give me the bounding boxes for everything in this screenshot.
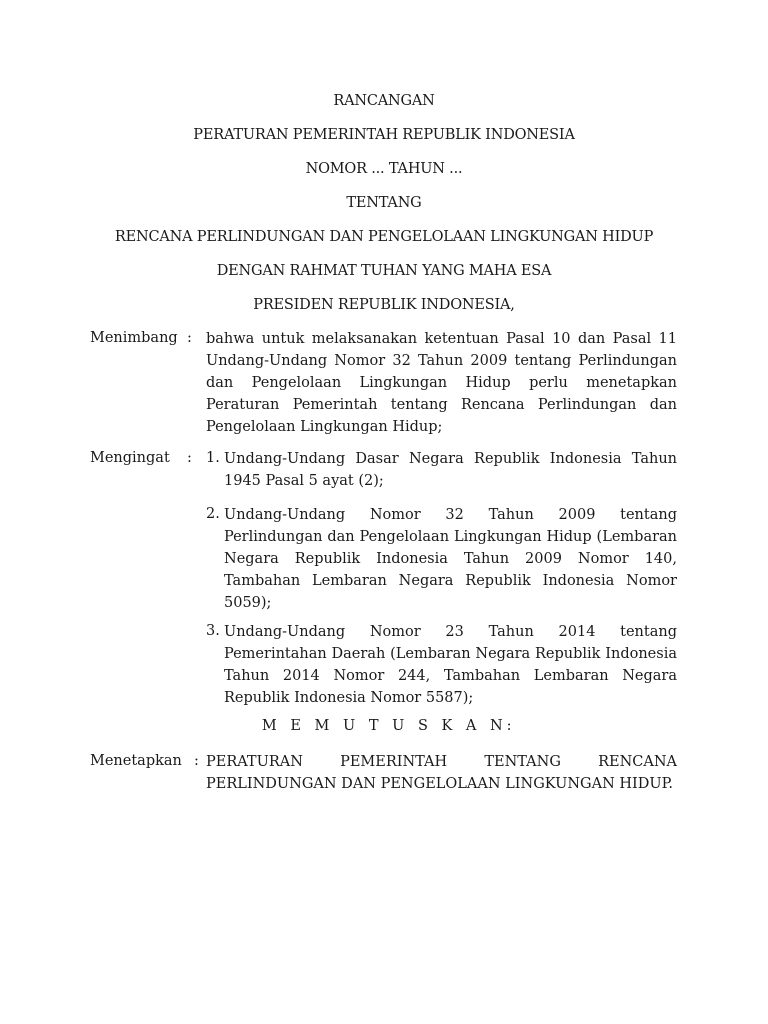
menetapkan-colon: : [194,753,199,769]
mengingat-item-1-num: 1. [206,450,220,466]
mengingat-item-3-num: 3. [206,623,220,639]
header-peraturan: PERATURAN PEMERINTAH REPUBLIK INDONESIA [193,127,575,143]
header-judul: RENCANA PERLINDUNGAN DAN PENGELOLAAN LINGKUNGAN HIDUP [114,229,654,245]
mengingat-item-3-text: Undang-Undang Nomor 23 Tahun 2014 tentang Pemerintahan Daerah (Lembaran Negara Republik Indonesia Tahun 2014 Nomor 244, Tambahan Lembaran Negara Republik Indonesia Nomor 5587); [224,624,677,706]
mengingat-item-2-text: Undang-Undang Nomor 32 Tahun 2009 tentang Perlindungan dan Pengelolaan Lingkungan Hidup (Lembaran Negara Republik Indonesia Tahun 2009 Nomor 140, Tambahan Lembaran Negara Republik Indonesia Nomor 5059); [224,507,677,611]
menetapkan-text: PERATURAN PEMERINTAH TENTANG RENCANA PERLINDUNGAN DAN PENGELOLAAN LINGKUNGAN HIDUP. [206,754,677,792]
header-rancangan: RANCANGAN [333,93,435,109]
mengingat-colon: : [187,450,192,466]
header-nomor: NOMOR ... TAHUN ... [305,161,463,177]
header-tentang: TENTANG [346,195,422,211]
memutuskan-heading: M E M U T U S K A N: [261,718,517,734]
menimbang-label: Menimbang [90,330,178,346]
header-presiden: PRESIDEN REPUBLIK INDONESIA, [253,297,515,313]
menetapkan-label: Menetapkan [90,753,182,769]
header-rahmat: DENGAN RAHMAT TUHAN YANG MAHA ESA [216,263,552,279]
menimbang-text: bahwa untuk melaksanakan ketentuan Pasal 10 dan Pasal 11 Undang-Undang Nomor 32 Tahun 2009 tentang Perlindungan dan Pengelolaan Lingkungan Hidup perlu menetapkan Peraturan Pemerintah tentang Rencana Perlindungan dan Pengelolaan Lingkungan Hidup; [206,331,677,435]
mengingat-item-1-text: Undang-Undang Dasar Negara Republik Indonesia Tahun 1945 Pasal 5 ayat (2); [224,451,677,489]
mengingat-item-2-num: 2. [206,506,220,522]
mengingat-label: Mengingat [90,450,170,466]
menimbang-colon: : [187,330,192,346]
